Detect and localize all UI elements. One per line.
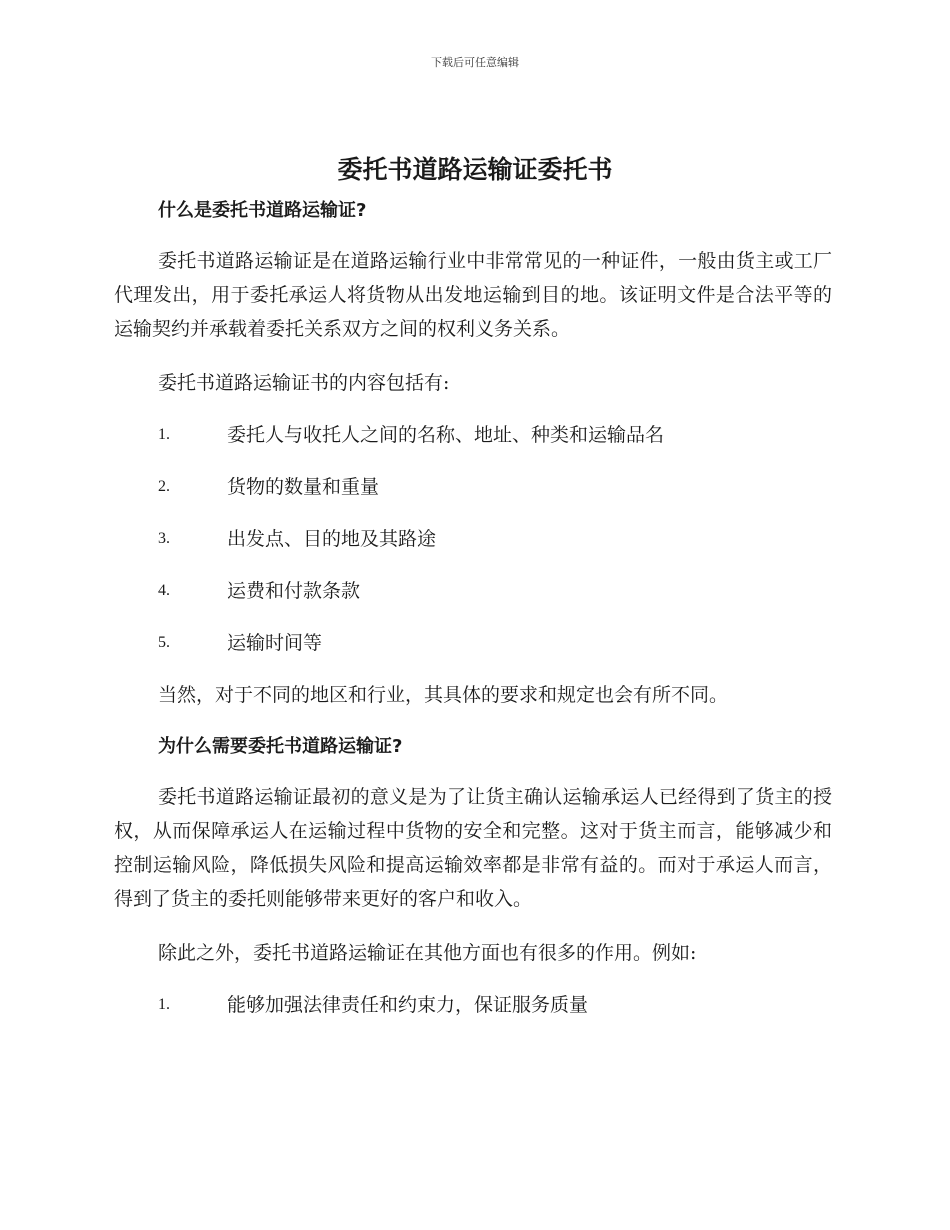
list-item xyxy=(114,574,832,626)
section-heading-why: 为什么需要委托书道路运输证? xyxy=(158,736,403,757)
document-title: 委托书道路运输证委托书 xyxy=(337,155,613,184)
document-body xyxy=(114,196,832,1040)
list-item xyxy=(114,626,832,678)
header-note: 下载后可任意编辑 xyxy=(431,56,519,69)
list-number: 3. xyxy=(158,530,170,547)
uses-list xyxy=(114,988,832,1040)
list-text: 委托人与收托人之间的名称、地址、种类和运输品名 xyxy=(227,424,665,446)
list-text: 运费和付款条款 xyxy=(227,580,361,602)
paragraph-purpose: 委托书道路运输证最初的意义是为了让货主确认运输承运人已经得到了货主的授权，从而保障承运人在运输过程中货物的安全和完整。这对于货主而言，能够减少和控制运输风险，降低损失风险和提高运输效率都是非常有益的。而对于承运人而言，得到了货主的委托则能够带来更好的客户和收入。 xyxy=(114,786,832,910)
list-number: 1. xyxy=(158,426,170,443)
list-item xyxy=(114,988,832,1040)
list-text: 出发点、目的地及其路途 xyxy=(227,528,437,550)
list-item xyxy=(114,470,832,522)
list-item xyxy=(114,418,832,470)
list-intro-uses: 除此之外，委托书道路运输证在其他方面也有很多的作用。例如: xyxy=(158,942,697,964)
list-text: 货物的数量和重量 xyxy=(227,476,380,498)
list-text: 能够加强法律责任和约束力，保证服务质量 xyxy=(227,994,589,1016)
list-item xyxy=(114,522,832,574)
list-number: 2. xyxy=(158,478,170,495)
list-number: 1. xyxy=(158,996,170,1013)
contents-list xyxy=(114,418,832,678)
list-intro-contents: 委托书道路运输证书的内容包括有: xyxy=(158,372,450,394)
paragraph-definition: 委托书道路运输证是在道路运输行业中非常常见的一种证件，一般由货主或工厂代理发出，用于委托承运人将货物从出发地运输到目的地。该证明文件是合法平等的运输契约并承载着委托关系双方之间的权利义务关系。 xyxy=(114,250,832,340)
list-text: 运输时间等 xyxy=(227,632,323,654)
list-number: 5. xyxy=(158,634,170,651)
list-number: 4. xyxy=(158,582,170,599)
section-heading-what: 什么是委托书道路运输证? xyxy=(158,200,367,221)
paragraph-closing: 当然，对于不同的地区和行业，其具体的要求和规定也会有所不同。 xyxy=(158,684,729,706)
